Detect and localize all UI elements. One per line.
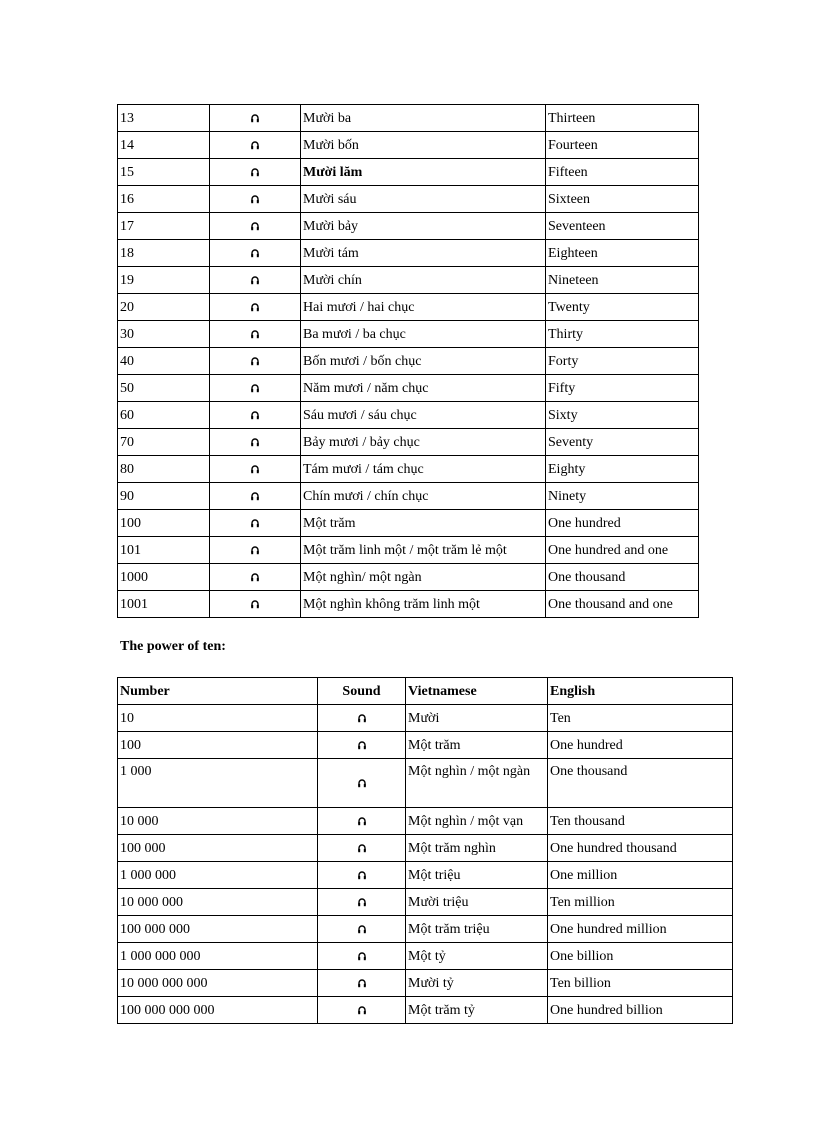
headphones-icon[interactable]: [250, 461, 260, 478]
power-of-ten-caption: The power of ten:: [120, 639, 226, 654]
number-cell: 30: [118, 321, 210, 348]
vietnamese-cell: Mười ba: [301, 105, 546, 132]
number-cell: 15: [118, 159, 210, 186]
headphones-icon[interactable]: [250, 407, 260, 424]
table-row: [118, 456, 699, 483]
english-cell: Ten thousand: [548, 808, 733, 835]
table-row: [118, 591, 699, 618]
headphones-icon[interactable]: [250, 110, 260, 127]
table-row: [118, 213, 699, 240]
table-row: [118, 732, 733, 759]
table-row: [118, 240, 699, 267]
english-cell: One billion: [548, 943, 733, 970]
table-row: [118, 375, 699, 402]
table-row: [118, 564, 699, 591]
table-row: [118, 321, 699, 348]
headphones-icon[interactable]: [357, 775, 367, 792]
number-cell: 19: [118, 267, 210, 294]
english-cell: One million: [548, 862, 733, 889]
sound-cell: [318, 835, 406, 862]
headphones-icon[interactable]: [250, 488, 260, 505]
sound-cell: [210, 483, 301, 510]
headphones-icon[interactable]: [357, 840, 367, 857]
sound-cell: [210, 213, 301, 240]
vietnamese-cell: Một nghìn không trăm linh một: [301, 591, 546, 618]
sound-cell: [318, 943, 406, 970]
header-vietnamese: Vietnamese: [406, 678, 548, 705]
english-cell: Fourteen: [546, 132, 699, 159]
vietnamese-cell: Một triệu: [406, 862, 548, 889]
number-cell: 100: [118, 732, 318, 759]
english-cell: Thirteen: [546, 105, 699, 132]
headphones-icon[interactable]: [250, 164, 260, 181]
number-cell: 1 000 000 000: [118, 943, 318, 970]
header-sound: Sound: [318, 678, 406, 705]
headphones-icon[interactable]: [357, 710, 367, 727]
headphones-icon[interactable]: [250, 380, 260, 397]
headphones-icon[interactable]: [357, 867, 367, 884]
header-english: English: [548, 678, 733, 705]
english-cell: Seventy: [546, 429, 699, 456]
power-of-ten-table: [117, 677, 733, 1024]
headphones-icon[interactable]: [250, 542, 260, 559]
english-cell: Ten billion: [548, 970, 733, 997]
sound-cell: [210, 294, 301, 321]
headphones-icon[interactable]: [250, 137, 260, 154]
table-row: [118, 862, 733, 889]
vietnamese-cell: Bảy mươi / bảy chục: [301, 429, 546, 456]
headphones-icon[interactable]: [357, 1002, 367, 1019]
table-row: [118, 186, 699, 213]
sound-cell: [210, 321, 301, 348]
english-cell: One thousand: [548, 759, 733, 808]
table-row: [118, 943, 733, 970]
number-cell: 16: [118, 186, 210, 213]
english-cell: One hundred and one: [546, 537, 699, 564]
vietnamese-cell: Một trăm linh một / một trăm lẻ một: [301, 537, 546, 564]
headphones-icon[interactable]: [250, 326, 260, 343]
sound-cell: [318, 808, 406, 835]
english-cell: One hundred million: [548, 916, 733, 943]
sound-cell: [210, 132, 301, 159]
number-cell: 60: [118, 402, 210, 429]
number-cell: 1 000 000: [118, 862, 318, 889]
vietnamese-cell: Một trăm: [406, 732, 548, 759]
sound-cell: [318, 970, 406, 997]
number-cell: 13: [118, 105, 210, 132]
english-cell: Fifteen: [546, 159, 699, 186]
vietnamese-cell: Một trăm triệu: [406, 916, 548, 943]
sound-cell: [318, 759, 406, 808]
vietnamese-cell: Một nghìn / một ngàn: [406, 759, 548, 808]
sound-cell: [318, 732, 406, 759]
number-cell: 40: [118, 348, 210, 375]
table-row: [118, 808, 733, 835]
table-row: [118, 537, 699, 564]
table-row: [118, 705, 733, 732]
vietnamese-cell: Bốn mươi / bốn chục: [301, 348, 546, 375]
headphones-icon[interactable]: [357, 813, 367, 830]
vietnamese-cell: Mười tỷ: [406, 970, 548, 997]
table-row: [118, 759, 733, 808]
headphones-icon[interactable]: [357, 737, 367, 754]
number-cell: 1001: [118, 591, 210, 618]
vietnamese-cell: Mười sáu: [301, 186, 546, 213]
table-row: [118, 997, 733, 1024]
numbers-table: [117, 104, 699, 618]
english-cell: Thirty: [546, 321, 699, 348]
table-row: [118, 267, 699, 294]
sound-cell: [210, 591, 301, 618]
number-cell: 18: [118, 240, 210, 267]
number-cell: 100: [118, 510, 210, 537]
english-cell: Forty: [546, 348, 699, 375]
sound-cell: [318, 862, 406, 889]
table-row: [118, 835, 733, 862]
english-cell: Sixteen: [546, 186, 699, 213]
number-cell: 20: [118, 294, 210, 321]
vietnamese-cell: Mười tám: [301, 240, 546, 267]
vietnamese-cell: Mười lăm: [301, 159, 546, 186]
table-row: [118, 348, 699, 375]
sound-cell: [318, 916, 406, 943]
sound-cell: [210, 510, 301, 537]
number-cell: 14: [118, 132, 210, 159]
sound-cell: [210, 240, 301, 267]
number-cell: 100 000 000: [118, 916, 318, 943]
headphones-icon[interactable]: [250, 596, 260, 613]
vietnamese-cell: Tám mươi / tám chục: [301, 456, 546, 483]
headphones-icon[interactable]: [250, 218, 260, 235]
sound-cell: [210, 375, 301, 402]
english-cell: One thousand and one: [546, 591, 699, 618]
sound-cell: [210, 348, 301, 375]
english-cell: Sixty: [546, 402, 699, 429]
table-row: [118, 429, 699, 456]
sound-cell: [210, 105, 301, 132]
number-cell: 100 000 000 000: [118, 997, 318, 1024]
number-cell: 1000: [118, 564, 210, 591]
sound-cell: [210, 402, 301, 429]
number-cell: 90: [118, 483, 210, 510]
english-cell: One hundred thousand: [548, 835, 733, 862]
headphones-icon[interactable]: [250, 569, 260, 586]
headphones-icon[interactable]: [250, 191, 260, 208]
vietnamese-cell: Mười triệu: [406, 889, 548, 916]
vietnamese-cell: Chín mươi / chín chục: [301, 483, 546, 510]
english-cell: One hundred billion: [548, 997, 733, 1024]
number-cell: 101: [118, 537, 210, 564]
number-cell: 10 000: [118, 808, 318, 835]
english-cell: Fifty: [546, 375, 699, 402]
number-cell: 70: [118, 429, 210, 456]
sound-cell: [210, 564, 301, 591]
header-number: Number: [118, 678, 318, 705]
vietnamese-cell: Mười chín: [301, 267, 546, 294]
headphones-icon[interactable]: [250, 245, 260, 262]
vietnamese-cell: Một trăm: [301, 510, 546, 537]
table-row: [118, 483, 699, 510]
sound-cell: [210, 456, 301, 483]
vietnamese-cell: Mười bốn: [301, 132, 546, 159]
vietnamese-cell: Một nghìn / một vạn: [406, 808, 548, 835]
sound-cell: [210, 267, 301, 294]
number-cell: 50: [118, 375, 210, 402]
sound-cell: [318, 889, 406, 916]
sound-cell: [210, 186, 301, 213]
number-cell: 80: [118, 456, 210, 483]
headphones-icon[interactable]: [250, 353, 260, 370]
english-cell: Seventeen: [546, 213, 699, 240]
vietnamese-cell: Một nghìn/ một ngàn: [301, 564, 546, 591]
table-row: [118, 402, 699, 429]
headphones-icon[interactable]: [250, 515, 260, 532]
vietnamese-cell: Một trăm tỷ: [406, 997, 548, 1024]
vietnamese-cell: Sáu mươi / sáu chục: [301, 402, 546, 429]
headphones-icon[interactable]: [357, 975, 367, 992]
vietnamese-cell: Hai mươi / hai chục: [301, 294, 546, 321]
number-cell: 17: [118, 213, 210, 240]
english-cell: Twenty: [546, 294, 699, 321]
english-cell: Ten million: [548, 889, 733, 916]
english-cell: Eighteen: [546, 240, 699, 267]
vietnamese-cell: Một trăm nghìn: [406, 835, 548, 862]
vietnamese-cell: Mười bảy: [301, 213, 546, 240]
english-cell: Ten: [548, 705, 733, 732]
sound-cell: [318, 705, 406, 732]
headphones-icon[interactable]: [250, 272, 260, 289]
headphones-icon[interactable]: [357, 894, 367, 911]
number-cell: 10: [118, 705, 318, 732]
table-row: [118, 294, 699, 321]
sound-cell: [210, 159, 301, 186]
table-row: [118, 970, 733, 997]
number-cell: 10 000 000 000: [118, 970, 318, 997]
headphones-icon[interactable]: [250, 434, 260, 451]
header-row: [118, 678, 733, 705]
table-row: [118, 916, 733, 943]
sound-cell: [210, 429, 301, 456]
sound-cell: [210, 537, 301, 564]
headphones-icon[interactable]: [250, 299, 260, 316]
table-row: [118, 889, 733, 916]
english-cell: Nineteen: [546, 267, 699, 294]
headphones-icon[interactable]: [357, 948, 367, 965]
english-cell: Ninety: [546, 483, 699, 510]
table-row: [118, 159, 699, 186]
table-row: [118, 510, 699, 537]
number-cell: 1 000: [118, 759, 318, 808]
number-cell: 10 000 000: [118, 889, 318, 916]
english-cell: One hundred: [546, 510, 699, 537]
table-row: [118, 105, 699, 132]
vietnamese-cell: Mười: [406, 705, 548, 732]
english-cell: One thousand: [546, 564, 699, 591]
vietnamese-cell: Một tỷ: [406, 943, 548, 970]
table-row: [118, 132, 699, 159]
headphones-icon[interactable]: [357, 921, 367, 938]
vietnamese-cell: Năm mươi / năm chục: [301, 375, 546, 402]
english-cell: Eighty: [546, 456, 699, 483]
english-cell: One hundred: [548, 732, 733, 759]
vietnamese-cell: Ba mươi / ba chục: [301, 321, 546, 348]
number-cell: 100 000: [118, 835, 318, 862]
sound-cell: [318, 997, 406, 1024]
